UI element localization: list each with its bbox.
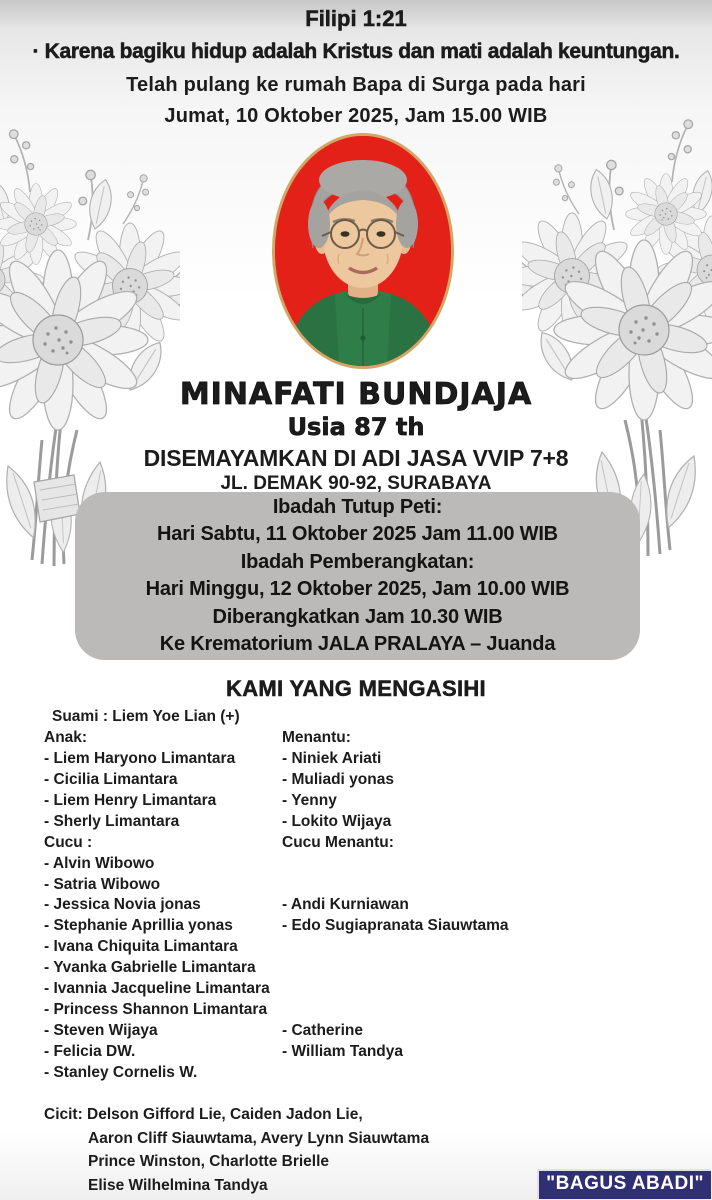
venue-address: JL. DEMAK 90-92, SURABAYA [220,473,492,494]
family-row: - Stanley Cornelis W. [44,1063,198,1081]
portrait-photo [272,133,454,369]
family-row: - Alvin Wibowo [44,854,155,872]
family-row: - Ivannia Jacqueline Limantara [44,980,270,998]
passing-announcement-line: Telah pulang ke rumah Bapa di Surga pada hari [126,74,586,96]
family-row: - Liem Haryono Limantara - Niniek Ariati [44,750,382,768]
schedule-line: Hari Sabtu, 11 Oktober 2025 Jam 11.00 WIB [157,523,558,545]
schedule-line: Ibadah Tutup Peti: [272,495,443,518]
family-row: - Yvanka Gabrielle Limantara [44,959,256,977]
deceased-name: MINAFATI BUNDJAJA [179,377,533,412]
viewing-venue: DISEMAYAMKAN DI ADI JASA VVIP 7+8 [143,445,569,471]
passing-date-line: Jumat, 10 Oktober 2025, Jam 15.00 WIB [164,105,548,127]
family-row: - Princess Shannon Limantara [44,1000,268,1018]
schedule-line: Diberangkatkan Jam 10.30 WIB [212,605,503,628]
family-row: - Jessica Novia jonas - Andi Kurniawan [44,896,409,914]
family-section-title: KAMI YANG MENGASIHI [226,676,486,701]
family-row: - Stephanie Aprillia yonas - Edo Sugiapranata Siauwtama [44,917,509,935]
cicit-line: Aaron Cliff Siauwtama, Avery Lynn Siauwtama [88,1129,430,1147]
family-row-spouse: Suami : Liem Yoe Lian (+) [52,708,240,726]
family-row: - Sherly Limantara - Lokito Wijaya [44,812,392,830]
deceased-age: Usia 87 th [287,413,425,441]
bible-verse-reference: Filipi 1:21 [305,6,407,31]
portrait-illustration [275,136,451,366]
family-row-headers: Cucu : Cucu Menantu: [44,833,394,851]
header-block [0,6,712,128]
cicit-line: Cicit: Delson Gifford Lie, Caiden Jadon Lie, [44,1106,363,1123]
schedule-line: Ibadah Pemberangkatan: [240,550,475,573]
family-row: - Satria Wibowo [44,875,161,893]
family-row: - Ivana Chiquita Limantara [44,938,238,956]
cicit-line: Elise Wilhelmina Tandya [88,1176,268,1194]
family-row-headers: Anak: Menantu: [44,729,351,747]
family-row: - Liem Henry Limantara - Yenny [44,792,337,809]
family-row: - Cicilia Limantara - Muliadi yonas [44,771,394,789]
schedule-line: Hari Minggu, 12 Oktober 2025, Jam 10.00 WIB [145,578,570,600]
bible-verse-text: · Karena bagiku hidup adalah Kristus dan mati adalah keuntungan. [32,40,680,63]
service-schedule-box [75,492,640,660]
family-list [0,707,712,1083]
cicit-line: Prince Winston, Charlotte Brielle [88,1153,330,1170]
great-grandchildren-block [44,1103,429,1197]
family-row: - Felicia DW. - William Tandya [44,1042,404,1060]
funeral-home-badge: "BAGUS ABADI" [537,1169,711,1199]
schedule-line: Ke Krematorium JALA PRALAYA – Juanda [159,633,556,655]
deceased-info-block [0,377,712,495]
family-row: - Steven Wijaya - Catherine [44,1021,363,1039]
